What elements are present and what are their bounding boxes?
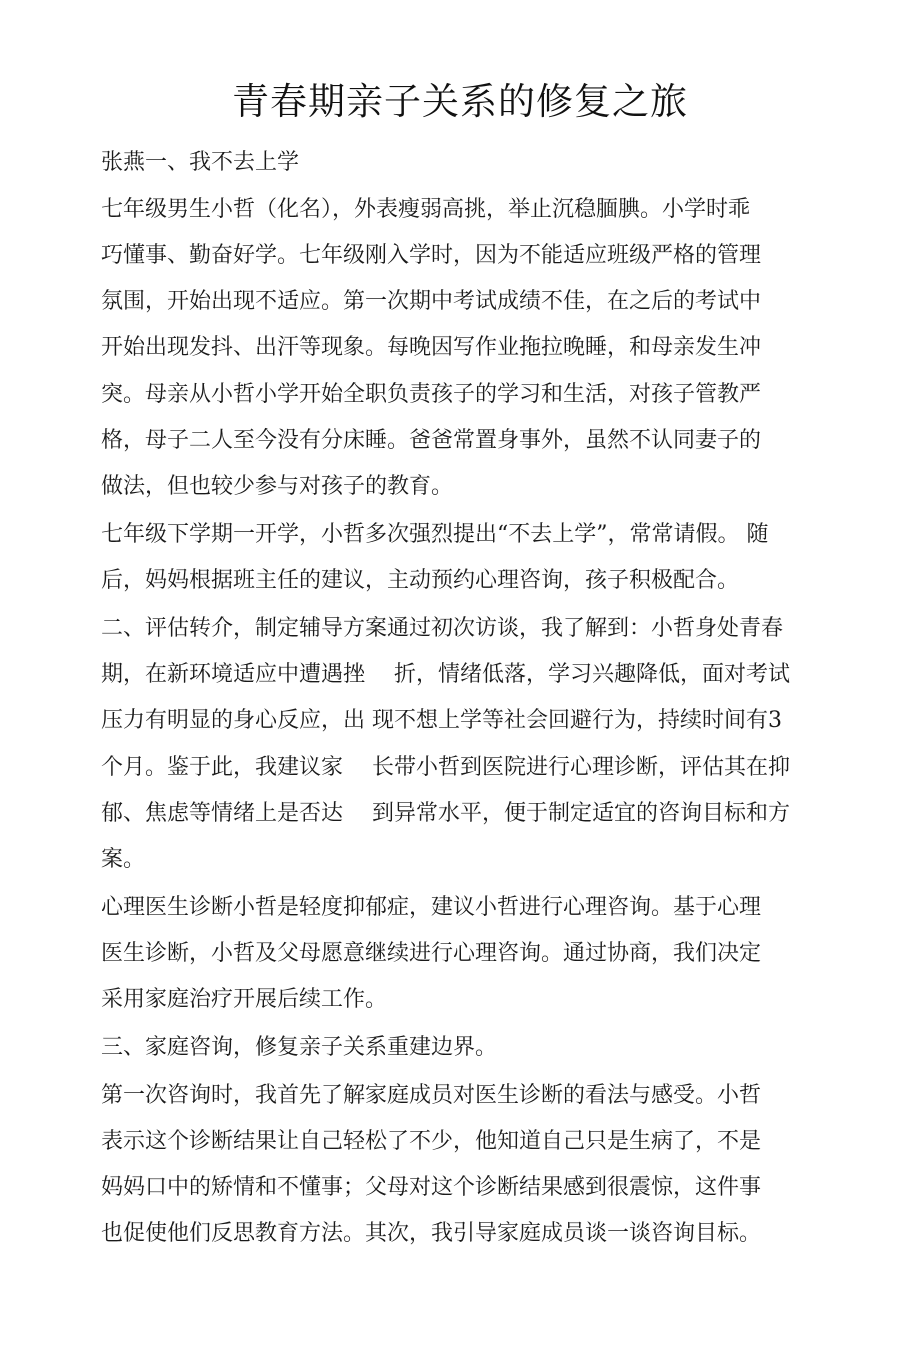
- body-line: 七年级下学期一开学，小哲多次强烈提出“不去上学”，常常请假。 随: [101, 522, 769, 547]
- body-line: 也促使他们反思教育方法。其次，我引导家庭成员谈一谈咨询目标。: [101, 1221, 762, 1246]
- section-heading-line: 二、评估转介，制定辅导方案通过初次访谈，我了解到：小哲身处青春: [101, 616, 784, 641]
- body-line: 后，妈妈根据班主任的建议，主动预约心理咨询，孩子积极配合。: [101, 568, 740, 593]
- body-line: 心理医生诊断小哲是轻度抑郁症，建议小哲进行心理咨询。基于心理: [101, 895, 762, 920]
- body-line: 第一次咨询时，我首先了解家庭成员对医生诊断的看法与感受。小哲: [101, 1083, 762, 1108]
- body-line: 做法，但也较少参与对孩子的教育。: [101, 474, 454, 499]
- body-line: 期，在新环境适应中遭遇挫 折，情绪低落，学习兴趣降低，面对考试: [101, 662, 790, 687]
- body-line: 格，母子二人至今没有分床睡。爸爸常置身事外，虽然不认同妻子的: [101, 428, 762, 453]
- body-line: 采用家庭治疗开展后续工作。: [101, 987, 388, 1012]
- section-heading: 三、家庭咨询，修复亲子关系重建边界。: [101, 1035, 498, 1060]
- author-and-section-heading: 张燕一、我不去上学: [101, 150, 300, 175]
- document-title: 青春期亲子关系的修复之旅: [232, 80, 688, 123]
- body-line: 氛围，开始出现不适应。第一次期中考试成绩不佳，在之后的考试中: [101, 289, 762, 314]
- body-line: 突。母亲从小哲小学开始全职负责孩子的学习和生活，对孩子管教严: [101, 382, 762, 407]
- body-line: 压力有明显的身心反应，出 现不想上学等社会回避行为，持续时间有3: [101, 708, 782, 733]
- body-line: 案。: [101, 847, 146, 872]
- body-line: 医生诊断，小哲及父母愿意继续进行心理咨询。通过协商，我们决定: [101, 941, 762, 966]
- body-line: 开始出现发抖、出汗等现象。每晚因写作业拖拉晚睡，和母亲发生冲: [101, 335, 762, 360]
- body-line: 巧懂事、勤奋好学。七年级刚入学时，因为不能适应班级严格的管理: [101, 243, 762, 268]
- body-line: 个月。鉴于此，我建议家 长带小哲到医院进行心理诊断，评估其在抑: [101, 755, 790, 780]
- body-line: 妈妈口中的矫情和不懂事；父母对这个诊断结果感到很震惊，这件事: [101, 1175, 762, 1200]
- body-line: 郁、焦虑等情绪上是否达 到异常水平，便于制定适宜的咨询目标和方: [101, 801, 790, 826]
- body-line: 七年级男生小哲（化名），外表瘦弱高挑，举止沉稳腼腆。小学时乖: [101, 197, 751, 222]
- body-line: 表示这个诊断结果让自己轻松了不少，他知道自己只是生病了，不是: [101, 1129, 762, 1154]
